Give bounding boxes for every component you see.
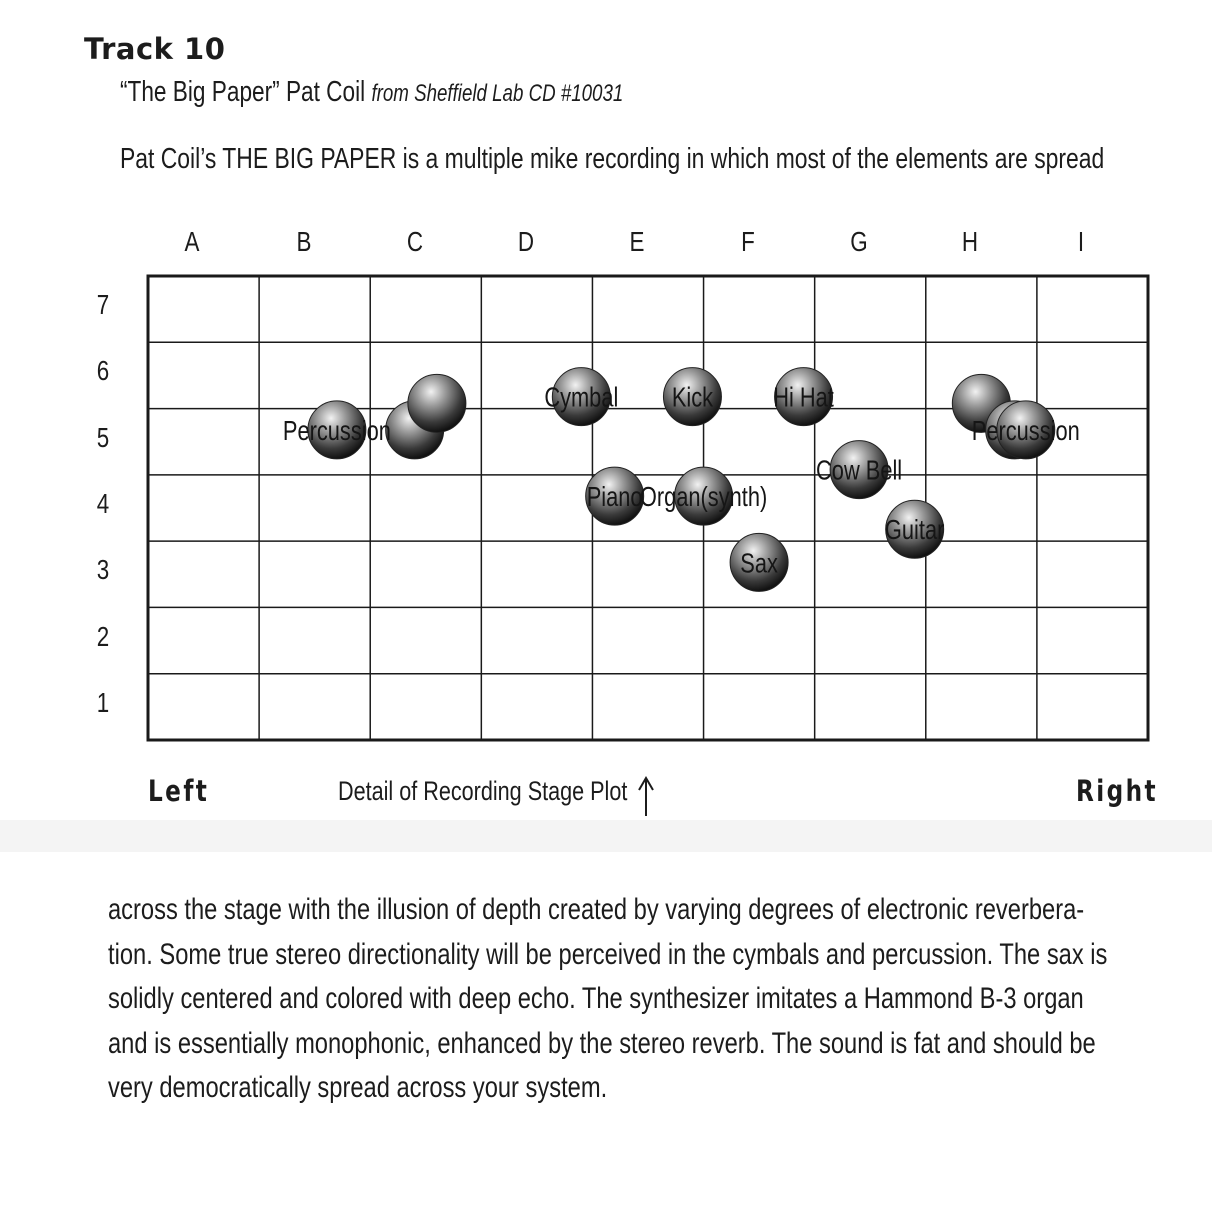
instrument-label: Percussion bbox=[971, 415, 1080, 447]
body-line: tion. Some true stereo directionality will be perceived in the cymbals and percussion. The sax is bbox=[108, 937, 1108, 971]
instrument-label: Sax bbox=[740, 547, 778, 580]
track-heading: Track 10 bbox=[84, 32, 226, 66]
body-line: and is essentially monophonic, enhanced by the stereo reverb. The sound is fat and should be bbox=[108, 1026, 1096, 1060]
track-title: “The Big Paper” Pat Coil bbox=[120, 76, 366, 108]
row-label: 1 bbox=[96, 686, 110, 718]
row-label: 4 bbox=[96, 488, 110, 519]
body-line: very democratically spread across your system. bbox=[108, 1071, 608, 1104]
body-line: across the stage with the illusion of depth created by varying degrees of electronic reverbera- bbox=[108, 893, 1085, 926]
instrument-ball bbox=[408, 374, 466, 432]
body-paragraph bbox=[108, 888, 1143, 1111]
instrument-label: Piano bbox=[586, 481, 643, 513]
row-label: 5 bbox=[96, 421, 110, 453]
row-label: 2 bbox=[96, 620, 110, 652]
instrument-label: Cow Bell bbox=[816, 455, 903, 487]
row-label: 7 bbox=[96, 289, 110, 321]
right-label: Right bbox=[1076, 774, 1159, 808]
instrument-label: Kick bbox=[671, 382, 714, 414]
scan-band bbox=[0, 820, 1212, 852]
row-label: 6 bbox=[96, 355, 110, 387]
column-label: H bbox=[962, 226, 979, 257]
body-line: solidly centered and colored with deep echo. The synthesizer imitates a Hammond B-3 organ bbox=[108, 982, 1084, 1015]
column-label: D bbox=[517, 226, 534, 257]
column-label: F bbox=[741, 226, 755, 257]
instrument-label: Percussion bbox=[282, 415, 391, 447]
instrument-label: Cymbal bbox=[544, 382, 619, 414]
intro-text: Pat Coil’s THE BIG PAPER is a multiple mike recording in which most of the elements are spread bbox=[120, 143, 1105, 175]
column-label: B bbox=[296, 226, 312, 257]
left-label: Left bbox=[148, 774, 210, 808]
column-label: C bbox=[406, 226, 423, 257]
column-label: A bbox=[184, 226, 200, 257]
row-label: 3 bbox=[96, 554, 110, 586]
column-label: G bbox=[850, 226, 868, 257]
column-label: I bbox=[1078, 226, 1085, 257]
instrument-label: Guitar bbox=[884, 514, 945, 546]
instrument-label: Organ(synth) bbox=[639, 481, 768, 513]
track-source: from Sheffield Lab CD #10031 bbox=[371, 80, 624, 107]
up-arrow-icon bbox=[636, 774, 656, 818]
instrument-label: Hi Hat bbox=[773, 382, 834, 414]
column-label: E bbox=[629, 226, 645, 257]
plot-caption: Detail of Recording Stage Plot bbox=[338, 776, 628, 806]
